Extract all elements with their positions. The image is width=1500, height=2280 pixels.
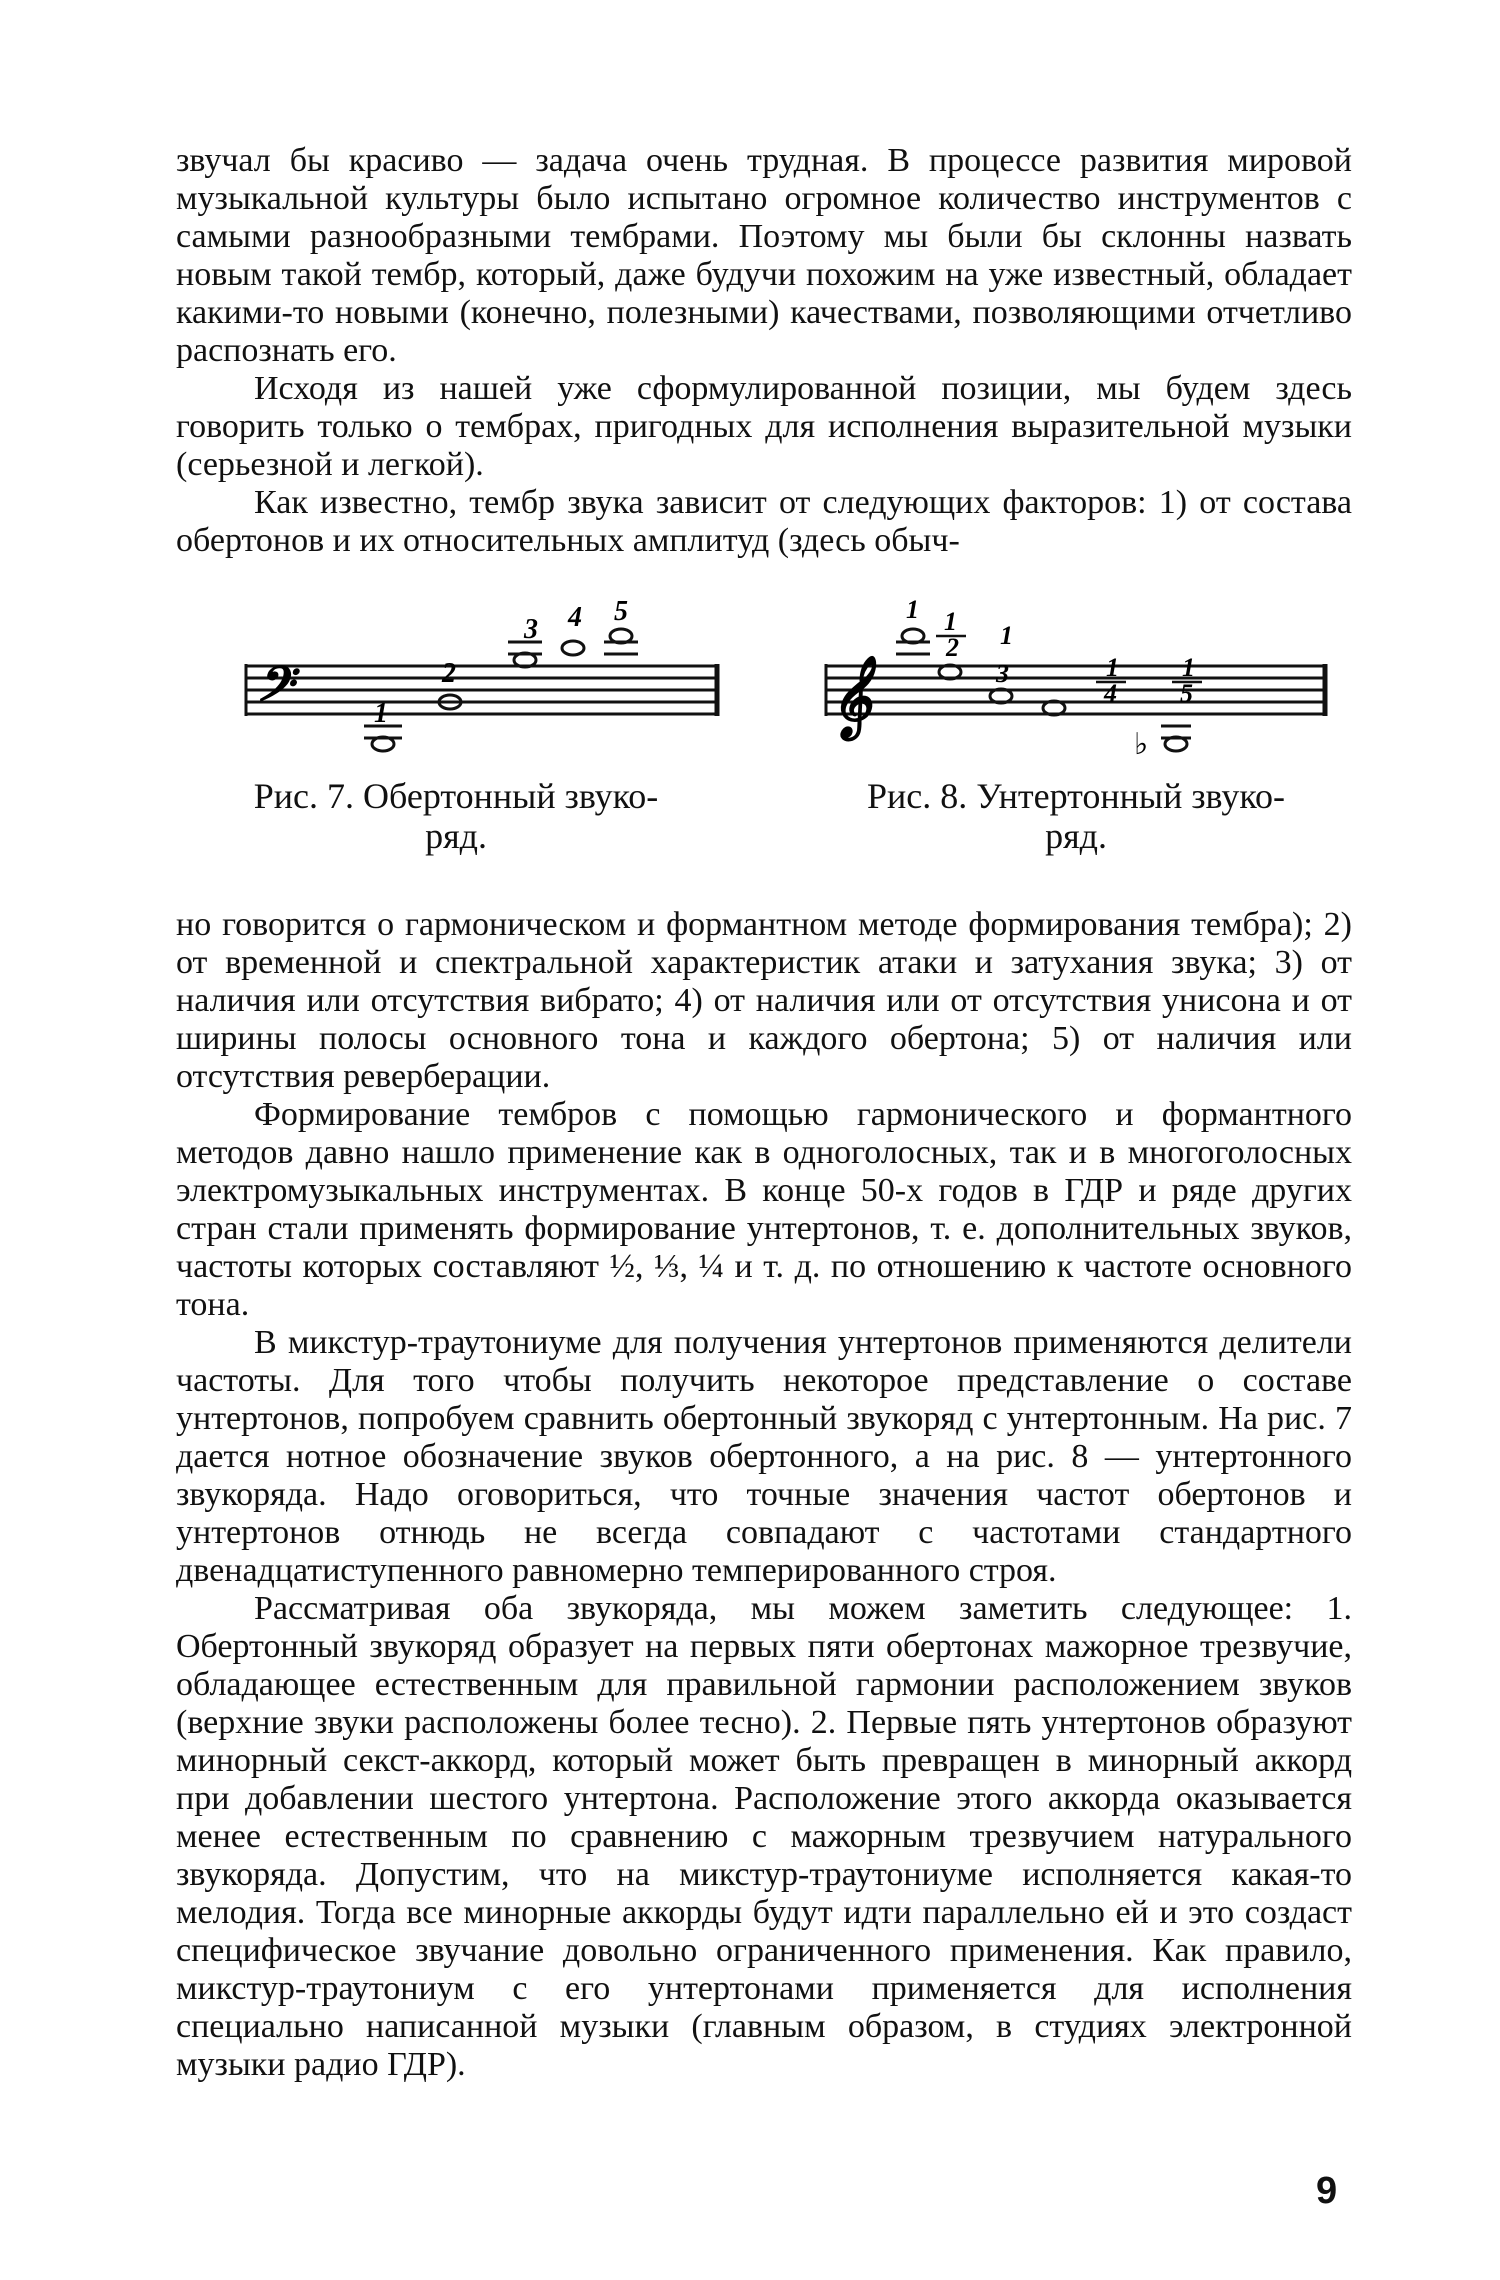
figure-8-caption: Рис. 8. Унтертонный звуко- ряд. [867, 776, 1285, 856]
paragraph: Формирование тембров с помощью гармонического и формантного методов давно нашло применение как в одноголосных, так и в многоголосных электромузыкальных инструментах. В конце 50-х годов в ГДР и ряде других стран стали применять формирование унтертонов, т. е. дополнительных звуков, частоты которых составляют ½, ⅓, ¼ и т. д. по отношению к частоте основного тона. [176, 1096, 1352, 1323]
text-block-top [176, 142, 1352, 560]
note-label: 1 [1106, 653, 1119, 682]
note-label: 2 [442, 658, 456, 689]
note-label: 4 [1104, 679, 1117, 708]
figure-7 [206, 598, 726, 856]
note-label: 1 [1000, 621, 1013, 650]
paragraph: Рассматривая оба звукоряда, мы можем заметить следующее: 1. Обертонный звукоряд образует на первых пяти обертонах мажорное трезвучие, обладающее естественным для правильной гармонии расположением звуков (верхние звуки расположены более тесно). 2. Первые пять унтертонов образуют минорный секст-аккорд, который может быть превращен в минорный аккорд при добавлении шестого унтертона. Расположение этого аккорда оказывается менее естественным по сравнению с мажорным трезвучием натурального звукоряда. Допустим, что на микстур-траутониуме исполняется какая-то мелодия. Тогда все минорные аккорды будут идти параллельно ей и это создаст специфическое звучание довольно ограниченного применения. Как правило, микстур-траутониум с его унтертонами применяется для исполнения специально написанной музыки (главным образом, в студиях электронной музыки радио ГДР). [176, 1590, 1352, 2083]
figures-row [176, 598, 1352, 858]
note-label: 1 [374, 698, 388, 729]
treble-clef-icon: 𝄞 [830, 659, 872, 736]
flat-icon: ♭ [1134, 728, 1149, 761]
note-label: 3 [524, 614, 538, 645]
note-label: 1 [944, 607, 957, 636]
note-label: 4 [568, 602, 582, 633]
overtone-scale-notation [206, 598, 726, 768]
paragraph: Как известно, тембр звука зависит от следующих факторов: 1) от состава обертонов и их относительных амплитуд (здесь обыч- [176, 484, 1352, 559]
text-block-bottom [176, 906, 1352, 2084]
note-label: 1 [906, 598, 919, 624]
note-label: 5 [1180, 679, 1193, 708]
note-label: 1 [1182, 653, 1195, 682]
figure-8 [816, 598, 1356, 856]
paragraph: В микстур-траутониуме для получения унтертонов применяются делители частоты. Для того чтобы получить некоторое представление о составе унтертонов, попробуем сравнить обертонный звукоряд с унтертонным. На рис. 7 дается нотное обозначение звуков обертонного, а на рис. 8 — унтертонного звукоряда. Надо оговориться, что точные значения частот обертонов и унтертонов отнюдь не всегда совпадают с частотами стандартного двенадцатиступенного равномерно темперированного строя. [176, 1324, 1352, 1589]
note [562, 641, 584, 655]
undertone-scale-notation [816, 598, 1356, 768]
paragraph: но говорится о гармоническом и формантном методе формирования тембра); 2) от временной и спектральной характеристик атаки и затухания звука; 3) от наличия или отсутствия вибрато; 4) от наличия или от отсутствия унисона и от ширины полосы основного тона и каждого обертона; 5) от наличия или отсутствия реверберации. [176, 906, 1352, 1095]
note-label: 3 [996, 659, 1009, 688]
page-number: 9 [1316, 2170, 1338, 2212]
figure-7-caption: Рис. 7. Обертонный звуко- ряд. [253, 776, 659, 856]
paragraph: Исходя из нашей уже сформулированной позиции, мы будем здесь говорить только о тембрах, пригодных для исполнения выразительной музыки (серьезной и легкой). [176, 370, 1352, 483]
note-label: 2 [946, 633, 959, 662]
note-label: 5 [614, 598, 628, 627]
paragraph: звучал бы красиво — задача очень трудная. В процессе развития мировой музыкальной культуры было испытано огромное количество инструментов с самыми разнообразными тембрами. Поэтому мы были бы склонны назвать новым такой тембр, который, даже будучи похожим на уже известный, обладает какими-то новыми (конечно, полезными) качествами, позволяющими отчетливо распознать его. [176, 142, 1352, 369]
bass-clef-icon: 𝄢 [254, 658, 292, 723]
